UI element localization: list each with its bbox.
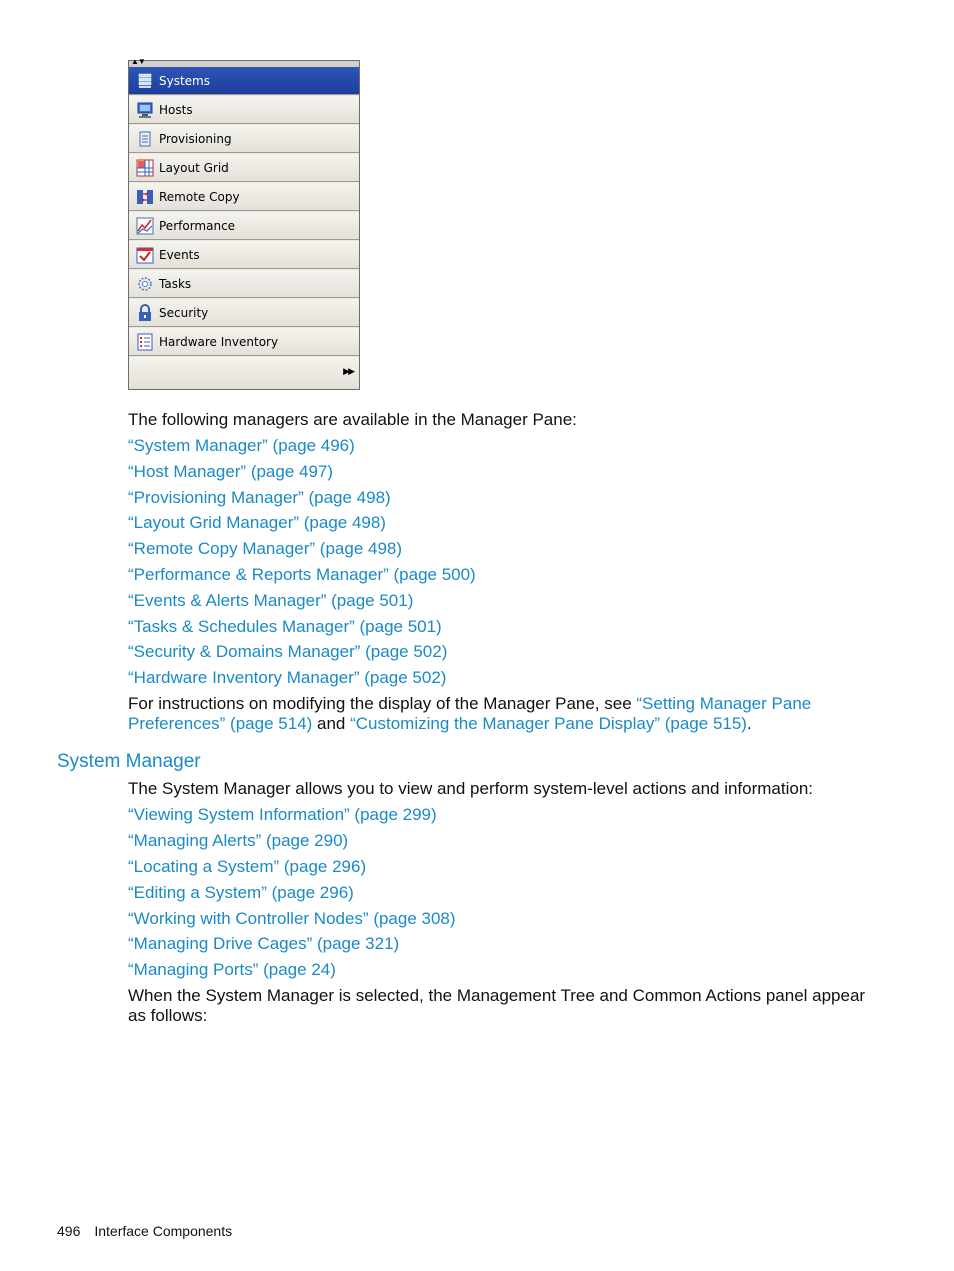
- closing-paragraph: When the System Manager is selected, the Management Tree and Common Actions panel appear as follows:: [128, 986, 866, 1025]
- systems-icon: [136, 72, 154, 90]
- manager-item-label: Security: [159, 305, 209, 320]
- manager-item-layout-grid[interactable]: [129, 154, 359, 182]
- remote-copy-icon: [136, 188, 154, 206]
- hosts-icon: [136, 101, 154, 119]
- manager-item-label: Hardware Inventory: [159, 334, 279, 349]
- link-managing-alerts[interactable]: “Managing Alerts” (page 290): [128, 831, 349, 850]
- security-icon: [136, 304, 154, 322]
- link-setting-manager-pane-preferences[interactable]: “Setting Manager Pane Preferences” (page 514): [128, 694, 812, 733]
- manager-item-label: Layout Grid: [159, 160, 229, 175]
- manager-item-tasks[interactable]: [129, 270, 359, 298]
- manager-item-label: Tasks: [159, 276, 192, 291]
- manager-item-security[interactable]: [129, 299, 359, 327]
- more-chevron-icon[interactable]: ▶▶: [343, 367, 353, 377]
- manager-item-label: Provisioning: [159, 131, 232, 146]
- instructions-middle: and: [312, 714, 351, 733]
- manager-item-label: Systems: [159, 73, 210, 88]
- footer-title: Interface Components: [94, 1223, 233, 1239]
- link-host-manager[interactable]: “Host Manager” (page 497): [128, 462, 334, 481]
- link-remote-copy-manager[interactable]: “Remote Copy Manager” (page 498): [128, 539, 403, 558]
- link-layout-grid-manager[interactable]: “Layout Grid Manager” (page 498): [128, 513, 386, 532]
- section-text: The System Manager allows you to view and perform system-level actions and information:: [128, 779, 814, 798]
- link-hardware-inventory-manager[interactable]: “Hardware Inventory Manager” (page 502): [128, 668, 447, 687]
- manager-item-performance[interactable]: [129, 212, 359, 240]
- manager-item-label: Events: [159, 247, 200, 262]
- link-working-with-controller-nodes[interactable]: “Working with Controller Nodes” (page 308): [128, 909, 456, 928]
- link-provisioning-manager[interactable]: “Provisioning Manager” (page 498): [128, 488, 391, 507]
- manager-item-hosts[interactable]: [129, 96, 359, 124]
- manager-item-label: Remote Copy: [159, 189, 240, 204]
- instructions-prefix: For instructions on modifying the display of the Manager Pane, see: [128, 694, 637, 713]
- manager-item-events[interactable]: [129, 241, 359, 269]
- link-managing-drive-cages[interactable]: “Managing Drive Cages” (page 321): [128, 934, 400, 953]
- provisioning-icon: [136, 130, 154, 148]
- link-customizing-manager-pane-display[interactable]: “Customizing the Manager Pane Display” (page 515): [350, 714, 747, 733]
- manager-pane: [128, 57, 360, 390]
- link-system-manager[interactable]: “System Manager” (page 496): [128, 436, 355, 455]
- link-events-alerts-manager[interactable]: “Events & Alerts Manager” (page 501): [128, 591, 414, 610]
- link-editing-a-system[interactable]: “Editing a System” (page 296): [128, 883, 354, 902]
- intro-text: The following managers are available in the Manager Pane:: [128, 410, 577, 429]
- section-heading: System Manager: [57, 751, 201, 772]
- manager-item-hardware-inventory[interactable]: [129, 328, 359, 356]
- manager-item-provisioning[interactable]: [129, 125, 359, 153]
- collapse-arrows-icon[interactable]: ▲▼: [131, 57, 145, 66]
- link-viewing-system-information[interactable]: “Viewing System Information” (page 299): [128, 805, 437, 824]
- manager-item-label: Hosts: [159, 102, 193, 117]
- manager-item-systems[interactable]: [129, 67, 359, 95]
- link-tasks-schedules-manager[interactable]: “Tasks & Schedules Manager” (page 501): [128, 617, 442, 636]
- page-number: 496: [57, 1223, 81, 1239]
- link-security-domains-manager[interactable]: “Security & Domains Manager” (page 502): [128, 642, 448, 661]
- layout-grid-icon: [136, 159, 154, 177]
- instructions-suffix: .: [746, 714, 752, 733]
- manager-item-label: Performance: [159, 218, 236, 233]
- pane-footer: [129, 357, 359, 389]
- link-managing-ports[interactable]: “Managing Ports” (page 24): [128, 960, 336, 979]
- manager-item-remote-copy[interactable]: [129, 183, 359, 211]
- events-icon: [136, 246, 154, 264]
- page-footer: [57, 1223, 232, 1239]
- link-performance-reports-manager[interactable]: “Performance & Reports Manager” (page 500): [128, 565, 476, 584]
- instructions-paragraph: [128, 694, 868, 734]
- link-locating-a-system[interactable]: “Locating a System” (page 296): [128, 857, 367, 876]
- hardware-inventory-icon: [136, 333, 154, 351]
- tasks-icon: [136, 275, 154, 293]
- performance-icon: [136, 217, 154, 235]
